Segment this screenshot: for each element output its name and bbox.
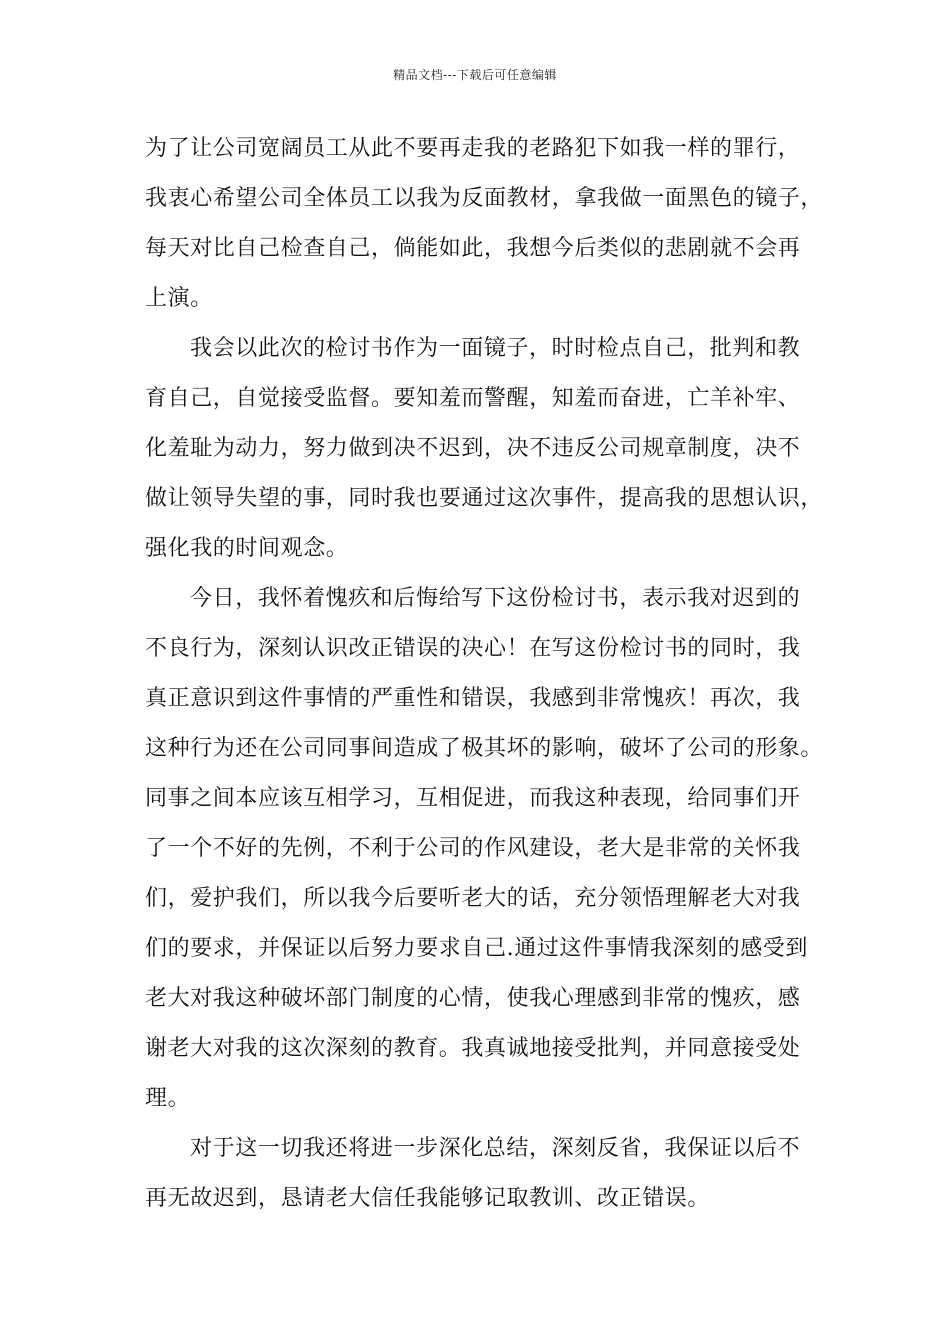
paragraph-3-line-11: 理。 <box>145 1086 191 1111</box>
document-body <box>145 124 835 1224</box>
paragraph-1-line-2: 我衷心希望公司全体员工以我为反面教材，拿我做一面黑色的镜子， <box>145 186 824 211</box>
paragraph-2-line-5: 强化我的时间观念。 <box>145 536 349 561</box>
paragraph-3-line-4: 这种行为还在公司同事间造成了极其坏的影响，破坏了公司的形象。 <box>145 736 824 761</box>
paragraph-3-line-3: 真正意识到这件事情的严重性和错误，我感到非常愧疚！再次，我 <box>145 686 801 711</box>
paragraph-3-line-6: 了一个不好的先例，不利于公司的作风建设，老大是非常的关怀我 <box>145 836 801 861</box>
paragraph-1-line-1: 为了让公司宽阔员工从此不要再走我的老路犯下如我一样的罪行， <box>145 136 801 161</box>
paragraph-3-line-10: 谢老大对我的这次深刻的教育。我真诚地接受批判，并同意接受处 <box>145 1036 801 1061</box>
page-header: 精品文档---下载后可任意编辑 <box>393 68 557 82</box>
paragraph-1-line-4: 上演。 <box>145 286 213 311</box>
paragraph-3-line-7: 们，爱护我们，所以我今后要听老大的话，充分领悟理解老大对我 <box>145 886 801 911</box>
paragraph-1-line-3: 每天对比自己检查自己，倘能如此，我想今后类似的悲剧就不会再 <box>145 236 801 261</box>
paragraph-2-line-3: 化羞耻为动力，努力做到决不迟到，决不违反公司规章制度，决不 <box>145 436 801 461</box>
paragraph-3-line-5: 同事之间本应该互相学习，互相促进，而我这种表现，给同事们开 <box>145 786 801 811</box>
paragraph-4-line-2: 再无故迟到，恳请老大信任我能够记取教训、改正错误。 <box>145 1186 711 1211</box>
paragraph-3-line-1: 今日，我怀着愧疚和后悔给写下这份检讨书，表示我对迟到的 <box>190 586 801 611</box>
paragraph-3-line-8: 们的要求，并保证以后努力要求自己.通过这件事情我深刻的感受到 <box>145 936 808 961</box>
paragraph-2-line-1: 我会以此次的检讨书作为一面镜子，时时检点自己，批判和教 <box>190 336 801 361</box>
paragraph-4-line-1: 对于这一切我还将进一步深化总结，深刻反省，我保证以后不 <box>190 1136 801 1161</box>
paragraph-3-line-2: 不良行为，深刻认识改正错误的决心！在写这份检讨书的同时，我 <box>145 636 801 661</box>
paragraph-2-line-2: 育自己，自觉接受监督。要知羞而警醒，知羞而奋进，亡羊补牢、 <box>145 386 801 411</box>
paragraph-3-line-9: 老大对我这种破坏部门制度的心情，使我心理感到非常的愧疚，感 <box>145 986 801 1011</box>
paragraph-2-line-4: 做让领导失望的事，同时我也要通过这次事件，提高我的思想认识， <box>145 486 824 511</box>
